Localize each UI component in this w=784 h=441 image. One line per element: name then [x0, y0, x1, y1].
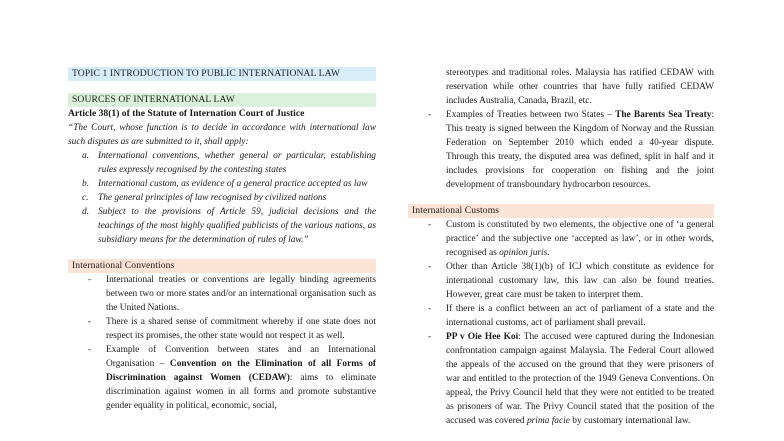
source-text: The general principles of law recognised by civilized nations [98, 193, 327, 203]
dash-marker: - [428, 220, 432, 230]
item-text: : aims to eliminate discrimination against women in all forms and promote substantive gender equality in political, economic, social, [106, 373, 376, 411]
item-text: stereotypes and traditional roles. Malaysia has ratified CEDAW with reservation while other countries that have fully ratified CEDAW includes Australia, Canada, Brazil, etc. [446, 68, 714, 106]
item-text: : This treaty is signed between the Kingdom of Norway and the Russian Federation on September 2010 which ended a 40-year dispute. Through this treaty, the disputed area was defined, split in half and it includes provisions for cooperation on fishing and the joint development of transboundary hydrocarbon resources. [446, 110, 714, 190]
item-text: If there is a conflict between an act of parliament of a state and the international customs, act of parliament shall prevail. [446, 304, 714, 328]
source-item [82, 205, 376, 247]
dash-marker: - [88, 275, 92, 285]
item-bold-text: The Barents Sea Treaty [615, 110, 712, 120]
customs-list [428, 218, 714, 428]
list-item [88, 315, 376, 343]
source-text: International custom, as evidence of a general practice accepted as law [98, 179, 368, 189]
item-italic-text: prima facie [526, 416, 570, 426]
list-item [428, 218, 714, 260]
list-marker: a. [82, 151, 90, 161]
item-bold-text: Convention on the Elimination of all Forms of Discrimination against Women (CEDAW) [106, 359, 377, 383]
conventions-list [88, 273, 376, 413]
list-item [428, 108, 714, 192]
right-column [408, 0, 714, 428]
source-item [82, 177, 376, 191]
case-name: PP v Oie Hee Koi [446, 332, 519, 342]
dash-marker: - [428, 332, 432, 342]
dash-marker: - [88, 317, 92, 327]
item-text: There is a shared sense of commitment whereby if one state does not respect its promises, the other state would not respect it as well. [106, 317, 376, 341]
left-column [68, 0, 376, 413]
conventions-heading: International Conventions [68, 259, 376, 273]
source-item [82, 191, 376, 205]
article-title: Article 38(1) of the Statute of Internation Court of Justice [68, 108, 305, 119]
source-text: Subject to the provisions of Article 59, judicial decisions and the teachings of the most highly qualified publicists of the various nations, as subsidiary means for the determination of rules of law.” [98, 207, 376, 245]
topic-heading: TOPIC 1 INTRODUCTION TO PUBLIC INTERNATIONAL LAW [68, 67, 376, 81]
item-text: : The accused were captured during the Indonesian confrontation campaign against Malaysia. The Federal Court allowed the appeals of the accused on the ground that they were prisoners of war and entitled to the protection of the 1949 Geneva Conventions. On appeal, the Privy Council held that they were not entitled to be treated as prisoners of war. The Privy Council stated that the position of the accused was covered [446, 332, 714, 426]
sources-heading: SOURCES OF INTERNATIONAL LAW [68, 93, 376, 107]
item-text: Example of Convention between states and an International Organisation – [106, 345, 376, 369]
item-text: Examples of Treaties between two States – [446, 110, 616, 120]
continued-paragraph [428, 66, 714, 108]
list-item [428, 260, 714, 302]
customs-heading: International Customs [408, 204, 714, 218]
sources-list [82, 149, 376, 247]
list-marker: b. [82, 179, 90, 189]
list-marker: c. [82, 193, 89, 203]
item-italic-text: opinion juris [499, 248, 548, 258]
dash-marker: - [428, 262, 432, 272]
list-marker: d. [82, 207, 90, 217]
list-item [428, 330, 714, 428]
dash-marker: - [428, 304, 432, 314]
list-item [88, 273, 376, 315]
source-item [82, 149, 376, 177]
list-item [88, 343, 376, 413]
item-text: Other than Article 38(1)(b) of ICJ which constitute as evidence for international customary law, this law can also be found treaties. However, great care must be taken to interpret them. [446, 262, 714, 300]
item-text: Custom is constituted by two elements, the objective one of ‘a general practice’ and the subjective one ‘accepted as law’, or in other words, recognised as [446, 220, 714, 258]
item-text: International treaties or conventions are legally binding agreements between two or more states and/or an international organisation such as the United Nations. [106, 275, 376, 313]
item-text: . [547, 248, 550, 258]
list-item [428, 302, 714, 330]
item-text: by customary international law. [569, 416, 691, 426]
dash-marker: - [428, 110, 432, 120]
source-text: International conventions, whether general or particular, establishing rules expressly recognised by the contesting states [98, 151, 376, 175]
dash-marker: - [88, 345, 92, 355]
quote-intro: “The Court, whose function is to decide in accordance with international law such disputes as are submitted to it, shall apply: [68, 123, 376, 147]
